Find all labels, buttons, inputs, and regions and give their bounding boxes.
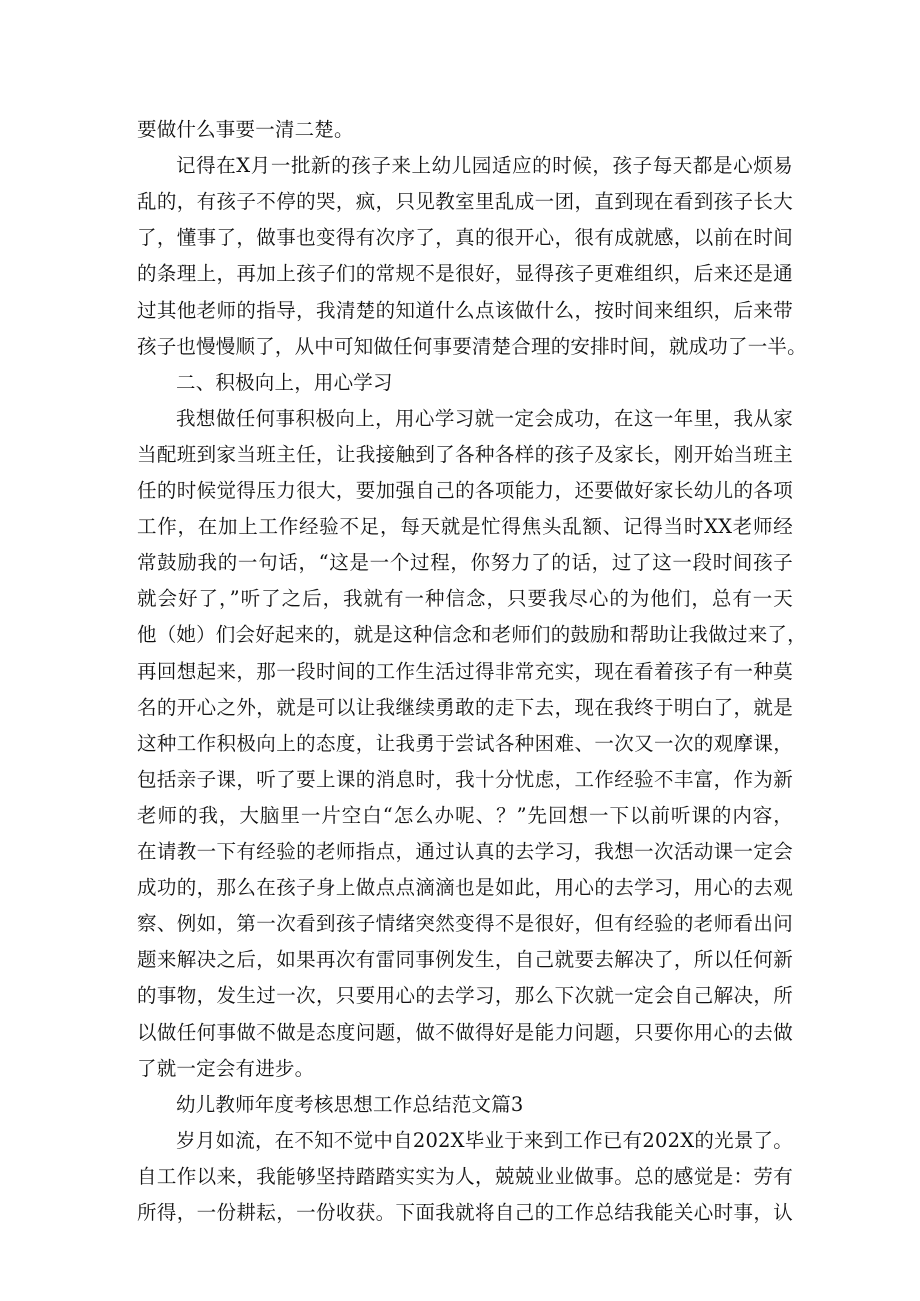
text-line: 任的时候觉得压力很大，要加强自己的各项能力，还要做好家长幼儿的各项 (137, 479, 793, 502)
text-line: 老师的我，大脑里一片空白“怎么办呢、？”先回想一下以前听课的内容， (137, 803, 793, 827)
text-line: 乱的，有孩子不停的哭，疯，只见教室里乱成一团，直到现在看到孩子长大 (137, 190, 793, 214)
text-line: 记得在X月一批新的孩子来上幼儿园适应的时候，孩子每天都是心烦易 (176, 154, 793, 178)
text-line: 常鼓励我的一句话，“这是一个过程，你努力了的话，过了这一段时间孩子 (137, 551, 793, 575)
text-line: 了，懂事了，做事也变得有次序了，真的很开心，很有成就感，以前在时间 (137, 226, 793, 250)
text-line: 以做任何事做不做是态度问题，做不做得好是能力问题，只要你用心的去做 (137, 1020, 793, 1044)
text-line: 再回想起来，那一段时间的工作生活过得非常充实，现在看着孩子有一种莫 (137, 659, 793, 683)
text-line: 包括亲子课，听了要上课的消息时，我十分忧虑，工作经验不丰富，作为新 (137, 767, 793, 791)
text-line: 当配班到家当班主任，让我接触到了各种各样的孩子及家长，刚开始当班主 (137, 442, 793, 466)
text-line: 所得，一份耕耘，一份收获。下面我就将自己的工作总结我能关心时事，认 (137, 1201, 793, 1224)
text-line: 工作，在加上工作经验不足，每天就是忙得焦头乱额、记得当时XX老师经 (137, 515, 793, 539)
text-line: 了就一定会有进步。 (137, 1056, 315, 1080)
text-line: 他（她）们会好起来的，就是这种信念和老师们的鼓励和帮助让我做过来了， (137, 623, 807, 647)
text-line: 孩子也慢慢顺了，从中可知做任何事要清楚合理的安排时间，就成功了一半。 (137, 334, 807, 358)
text-line: 的事物，发生过一次，只要用心的去学习，那么下次就一定会自己解决，所 (137, 984, 793, 1008)
text-line: 就会好了，”听了之后，我就有一种信念，只要我尽心的为他们，总有一天 (137, 587, 793, 611)
text-line: 自工作以来，我能够坚持踏踏实实为人，兢兢业业做事。总的感觉是：劳有 (137, 1164, 793, 1188)
text-line: 的条理上，再加上孩子们的常规不是很好，显得孩子更难组织，后来还是通 (137, 262, 793, 286)
text-line: 二、积极向上，用心学习 (176, 370, 393, 394)
text-line: 在请教一下有经验的老师指点，通过认真的去学习，我想一次活动课一定会 (137, 840, 793, 863)
text-line: 名的开心之外，就是可以让我继续勇敢的走下去，现在我终于明白了，就是 (137, 695, 793, 719)
text-line: 要做什么事要一清二楚。 (137, 118, 354, 141)
text-line: 幼儿教师年度考核思想工作总结范文篇3 (176, 1092, 524, 1116)
text-line: 岁月如流，在不知不觉中自202X毕业于来到工作已有202X的光景了。 (176, 1128, 793, 1152)
text-line: 过其他老师的指导，我清楚的知道什么点该做什么，按时间来组织，后来带 (137, 298, 793, 322)
text-line: 这种工作积极向上的态度，让我勇于尝试各种困难、一次又一次的观摩课， (137, 731, 793, 755)
text-line: 题来解决之后，如果再次有雷同事例发生，自己就要去解决了，所以任何新 (137, 948, 793, 972)
text-line: 我想做任何事积极向上，用心学习就一定会成功，在这一年里，我从家 (176, 406, 793, 430)
text-line: 成功的，那么在孩子身上做点点滴滴也是如此，用心的去学习，用心的去观 (137, 876, 793, 900)
text-line: 察、例如，第一次看到孩子情绪突然变得不是很好，但有经验的老师看出问 (137, 912, 793, 936)
